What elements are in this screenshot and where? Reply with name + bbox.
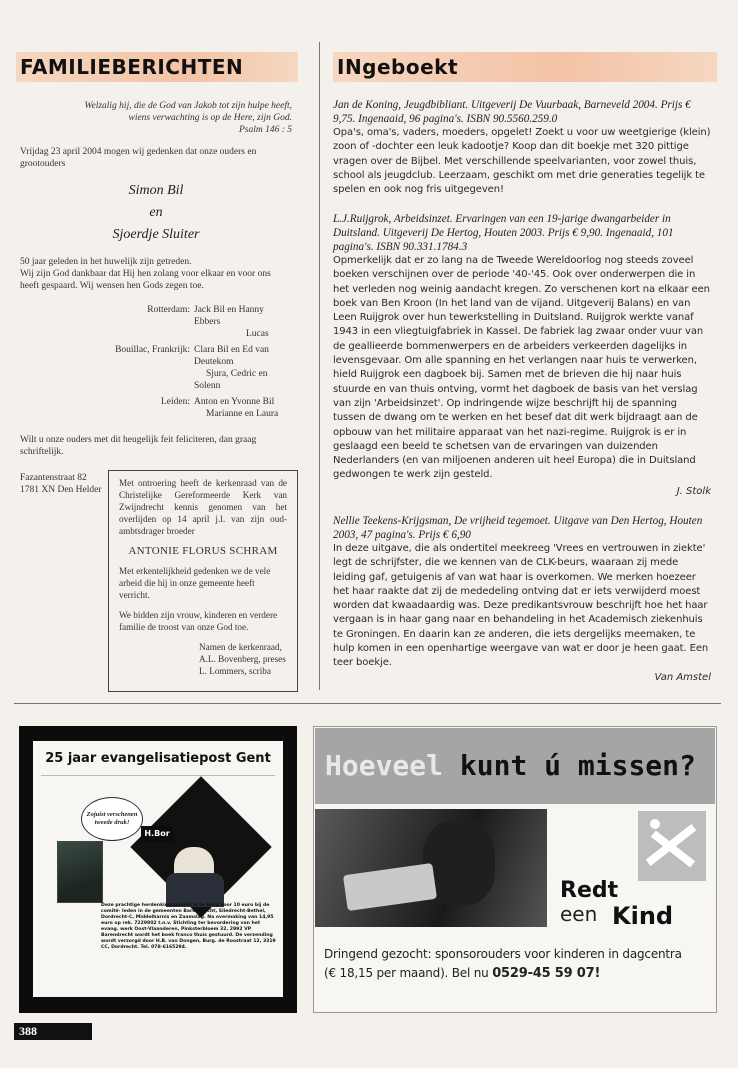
obituary-notice [108,470,298,692]
review-body: Opmerkelijk dat er zo lang na de Tweede Wereldoorlog nog steeds zoveel boeken verschijnen over de periode '40-'45. Ook over onderwerpen die in het verleden nog weinig aandacht kregen. Zo verschenen kort na elkaar een boek van Ben Kroon (In het land van de vijand. Uitgeverij Balans) en van Leen Ruijgrok over hun tewerkstelling in Duitsland. Ruijgrok werkte vanaf 1943 in een vliegtuigfabriek in Kassel. De fabriek lag zwaar onder vuur van de geallieerde bommenwerpers en de arbeiders verkeerden dagelijks in levensgevaar. Om alle spanning en het verlangen naar huis te verwerken, hield Ruijgrok een dagboek bij. Samen met de brieven die hij naar huis stuurde en van thuis ontving, vormt het dagboek de basis van het verslag van zijn 'Arbeidsinzet'. Op indringende wijze beschrijft hij de spanning tussen de dwang om te werken en het besef dat dit werk bijdraagt aan de opbouw van het militaire apparaat van het nazi-regime. Ruijgrok is er in geslaagd een beeld te schetsen van de ervaringen van duizenden Nederlanders (en van miljoenen anderen uit heel Europa) die in Duitsland gedwongen te werk zijn gesteld. [333,255,710,481]
place-row [102,344,292,392]
family-intro: Vrijdag 23 april 2004 mogen wij gedenken dat onze ouders en grootouders [20,147,257,169]
brand-word-redt: Redt [560,878,619,903]
book-cover [57,841,103,903]
ad-text-line-1: Dringend gezocht: sponsorouders voor kinderen in dagcentra [324,947,682,961]
place-row [102,304,292,340]
address-line-1: Fazantenstraat 82 [20,473,87,483]
name-1: Simon Bil [128,183,184,198]
redt-een-kind-advertisement [313,726,717,1013]
gent-ad-divider [41,775,275,776]
family-para-1: 50 jaar geleden in het huwelijk zijn getreden. [20,257,192,267]
column-divider [319,42,320,690]
review-heading: L.J.Ruijgrok, Arbeidsinzet. Ervaringen van een 19-jarige dwangarbeider in Duitsland. Uitgeverij De Hertog, Houten 2003. Prijs € 9,90. Ingenaaid, 101 pagina's. ISBN 90.331.1784.3 [333,213,674,253]
portrait-suit [166,873,224,907]
familieberichten-header: FAMILIEBERICHTEN [16,52,298,82]
review-body: In deze uitgave, die als ondertitel meekreeg 'Vrees en vertrouwen in ziekte' legt de schrijfster, die we kennen van de CLK-beurs, waaraan zij mede leiding gaf, getuigenis af van wat haar is overkomen. We merken hoezeer het haar raakte dat zij de mededeling ontving dat er iets verwijderd moest worden dat kwaadaardig was. Deze predikantsvrouw beschrijft hoe het haar vergaan is in haar gang naar en behandeling in het Academisch ziekenhuis te Groningen. En daarin kan ze anderen, die iets dergelijks meemaken, te hulp komen in een openhartige weergave van wat er door je heen gaat. Een teer boekje. [333,543,709,669]
family-closing: Wilt u onze ouders met dit heugelijk feit feliciteren, dan graag schriftelijk. [20,435,257,457]
ad-body-text [324,945,714,983]
ad-phone-number: 0529-45 59 07! [492,966,601,981]
book-review-3 [333,514,711,685]
child-photo [315,809,547,927]
gent-ad-title: 25 jaar evangelisatiepost Gent [45,751,271,766]
ingeboekt-header: INgeboekt [333,52,717,82]
drinking-glass [343,863,437,911]
psalm-quote-line-2: wiens verwachting is op de Here, zijn God. [128,113,292,123]
psalm-reference: Psalm 146 : 5 [238,125,292,135]
address-line-2: 1781 XN Den Helder [20,485,102,495]
gent-ad-fine-print: Deze prachtige herdenkingsbundel is te koop voor 10 euro bij de comité- leden in de gemeenten Barendrecht, Sliedrecht-Bethel, Dordrecht-C, Middelharnis en Zaamslag. Na overmaking van 14,95 euro op rek. 7229802 t.n.v. Stichting ter bevordering van het evang. werk Oost-Vlaanderen, Pinksterbloem 32, 2992 VP Barendrecht wordt het boek franco thuis gestuurd. De verzending wordt verzorgd door H.B. van Dongen, Burg. de Roostraat 12, 3319 CC, Dordrecht. Tel. 078-6165294. [101,903,276,950]
place-names: Anton en Yvonne Bil [194,397,275,407]
place-names: Jack Bil en Hanny Ebbers [194,305,264,327]
notice-sign-3: L. Lommers, scriba [199,666,271,676]
name-and: en [149,205,163,220]
gent-ad-panel [33,741,283,997]
place-row [102,396,292,420]
place-names: Clara Bil en Ed van Deutekom [194,345,269,367]
name-tag: H.Bor [141,826,173,842]
book-review-2 [333,212,711,499]
name-2: Sjoerdje Sluiter [112,227,200,242]
notice-sign-2: A.L. Bovenberg, preses [199,654,286,664]
place-label: Rotterdam: [147,305,190,315]
ad-headline-2: kunt ú missen? [459,749,696,782]
family-para-2: Wij zijn God dankbaar dat Hij hen zolang voor elkaar en voor ons heeft gespaard. Wij wensen hen Gods zegen toe. [20,269,271,291]
redt-een-kind-logo-mark [638,811,706,881]
notice-para-2: Met erkentelijkheid gedenken we de vele arbeid die hij in onze gemeente heeft verricht. [119,566,271,600]
new-edition-badge: Zojuist verschenen tweede druk! [81,797,143,841]
review-heading: Jan de Koning, Jeugdbibliant. Uitgeverij De Vuurbaak, Barneveld 2004. Prijs € 9,75. Ingenaaid, 96 pagina's. ISBN 90.5560.259.0 [333,99,691,125]
logo-figure-head [650,819,660,829]
book-review-1 [333,98,711,197]
brand-word-kind: Kind [612,902,674,930]
place-children: Marianne en Laura [206,409,279,419]
notice-sign-1: Namen de kerkenraad, [199,642,282,652]
notice-para-1: Met ontroering heeft de kerkenraad van de Christelijke Gereformeerde Kerk van Zwijndrecht kennis genomen van het overlijden op 14 april j.l. van zijn oud-ambtsdrager broeder [119,478,287,536]
ad-headline-banner [315,728,715,804]
place-children: Lucas [246,329,269,339]
brand-word-een: een [560,902,598,926]
notice-para-3: We bidden zijn vrouw, kinderen en verdere familie de troost van onze God toe. [119,610,278,632]
section-divider [14,703,721,704]
ad-text-line-2: (€ 18,15 per maand). Bel nu [324,966,489,980]
place-label: Bouillac, Frankrijk: [115,345,190,355]
gent-advertisement [19,726,297,1013]
psalm-quote-line-1: Welzalig hij, die de God van Jakob tot zijn hulpe heeft, [84,101,292,111]
place-children: Sjura, Cedric en Solenn [194,369,268,391]
place-label: Leiden: [160,397,190,407]
review-heading: Nellie Teekens-Krijgsman, De vrijheid tegemoet. Uitgave van Den Hertog, Houten 2003, 47 pagina's. Prijs € 6,90 [333,515,703,541]
review-signature: J. Stolk [676,485,711,497]
ad-headline-1: Hoeveel [325,749,444,782]
family-places [102,304,292,420]
page-number: 388 [14,1023,92,1040]
family-announcement [20,100,292,496]
review-body: Opa's, oma's, vaders, moeders, opgelet! Zoekt u voor uw weetgierige (klein) zoon of -dochter een leuk kadootje? Koop dan dit boekje met 320 pittige vragen over de Bijbel. Met verschillende speelvarianten, voor zowel thuis, school als jeugdclub. Leerzaam, geschikt om met drie generaties tegelijk te spelen en ook nog fris uitgegeven! [333,127,711,196]
notice-deceased-name: ANTONIE FLORUS SCHRAM [128,545,278,557]
review-signature: Van Amstel [654,671,711,683]
